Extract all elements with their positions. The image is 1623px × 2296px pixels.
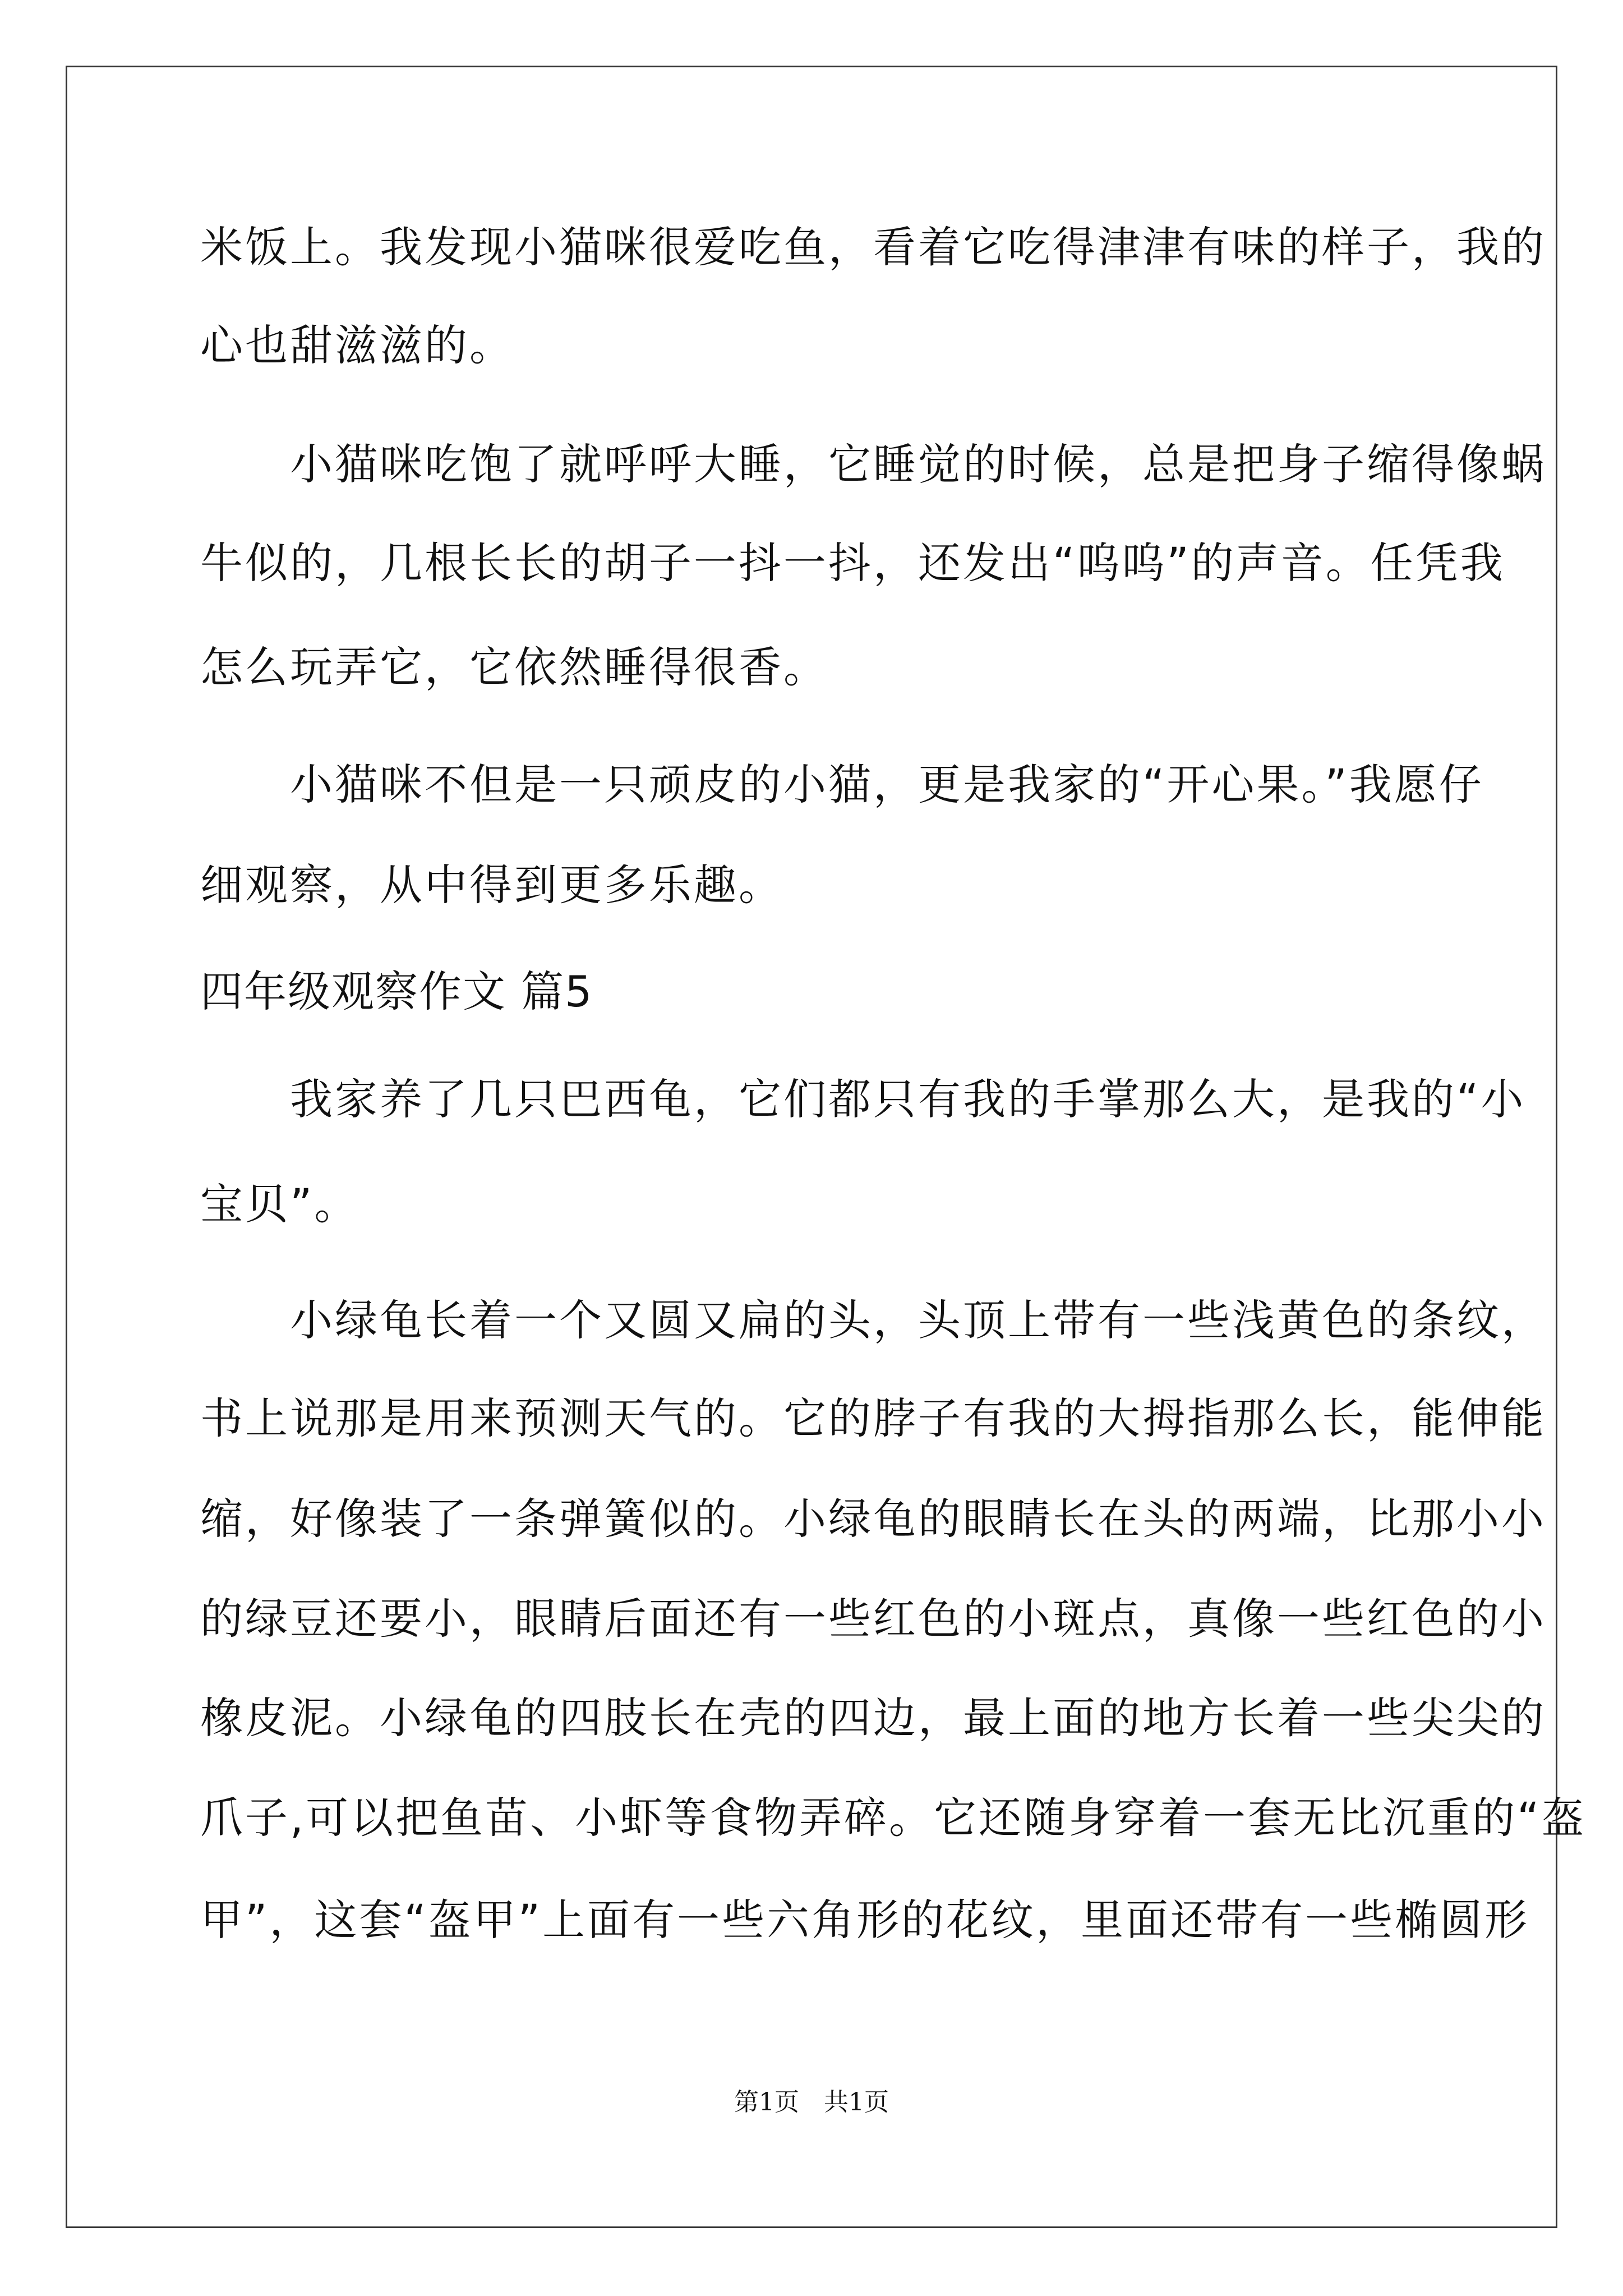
text-line: 爪子,可以把鱼苗、小虾等食物弄碎。它还随身穿着一套无比沉重的“盔 (200, 1793, 1587, 1843)
text-line: 怎么玩弄它，它依然睡得很香。 (200, 642, 828, 692)
text-line: 宝贝”。 (200, 1179, 359, 1229)
text-line: 我家养了几只巴西龟，它们都只有我的手掌那么大，是我的“小 (200, 1074, 1526, 1124)
text-line: 小猫咪不但是一只顽皮的小猫，更是我家的“开心果。”我愿仔 (200, 760, 1484, 809)
text-line: 米饭上。我发现小猫咪很爱吃鱼，看着它吃得津津有味的样子，我的 (200, 222, 1546, 272)
text-line: 的绿豆还要小，眼睛后面还有一些红色的小斑点，真像一些红色的小 (200, 1594, 1546, 1644)
text-line: 牛似的，几根长长的胡子一抖一抖，还发出“呜呜”的声音。任凭我 (200, 538, 1505, 588)
text-line: 小猫咪吃饱了就呼呼大睡，它睡觉的时候，总是把身子缩得像蜗 (200, 439, 1546, 489)
text-line: 小绿龟长着一个又圆又扁的头，头顶上带有一些浅黄色的条纹， (200, 1295, 1546, 1345)
text-line: 甲”，这套“盔甲”上面有一些六角形的花纹，里面还带有一些椭圆形 (200, 1895, 1530, 1945)
text-line: 书上说那是用来预测天气的。它的脖子有我的大拇指那么长，能伸能 (200, 1393, 1546, 1443)
page-footer: 第1页 共1页 (734, 2088, 889, 2116)
section-heading: 四年级观察作文 篇5 (200, 967, 593, 1016)
text-line: 心也甜滋滋的。 (200, 320, 514, 370)
text-line: 橡皮泥。小绿龟的四肢长在壳的四边，最上面的地方长着一些尖尖的 (200, 1693, 1546, 1743)
text-line: 缩，好像装了一条弹簧似的。小绿龟的眼睛长在头的两端，比那小小 (200, 1494, 1546, 1544)
text-line: 细观察，从中得到更多乐趣。 (200, 860, 783, 910)
